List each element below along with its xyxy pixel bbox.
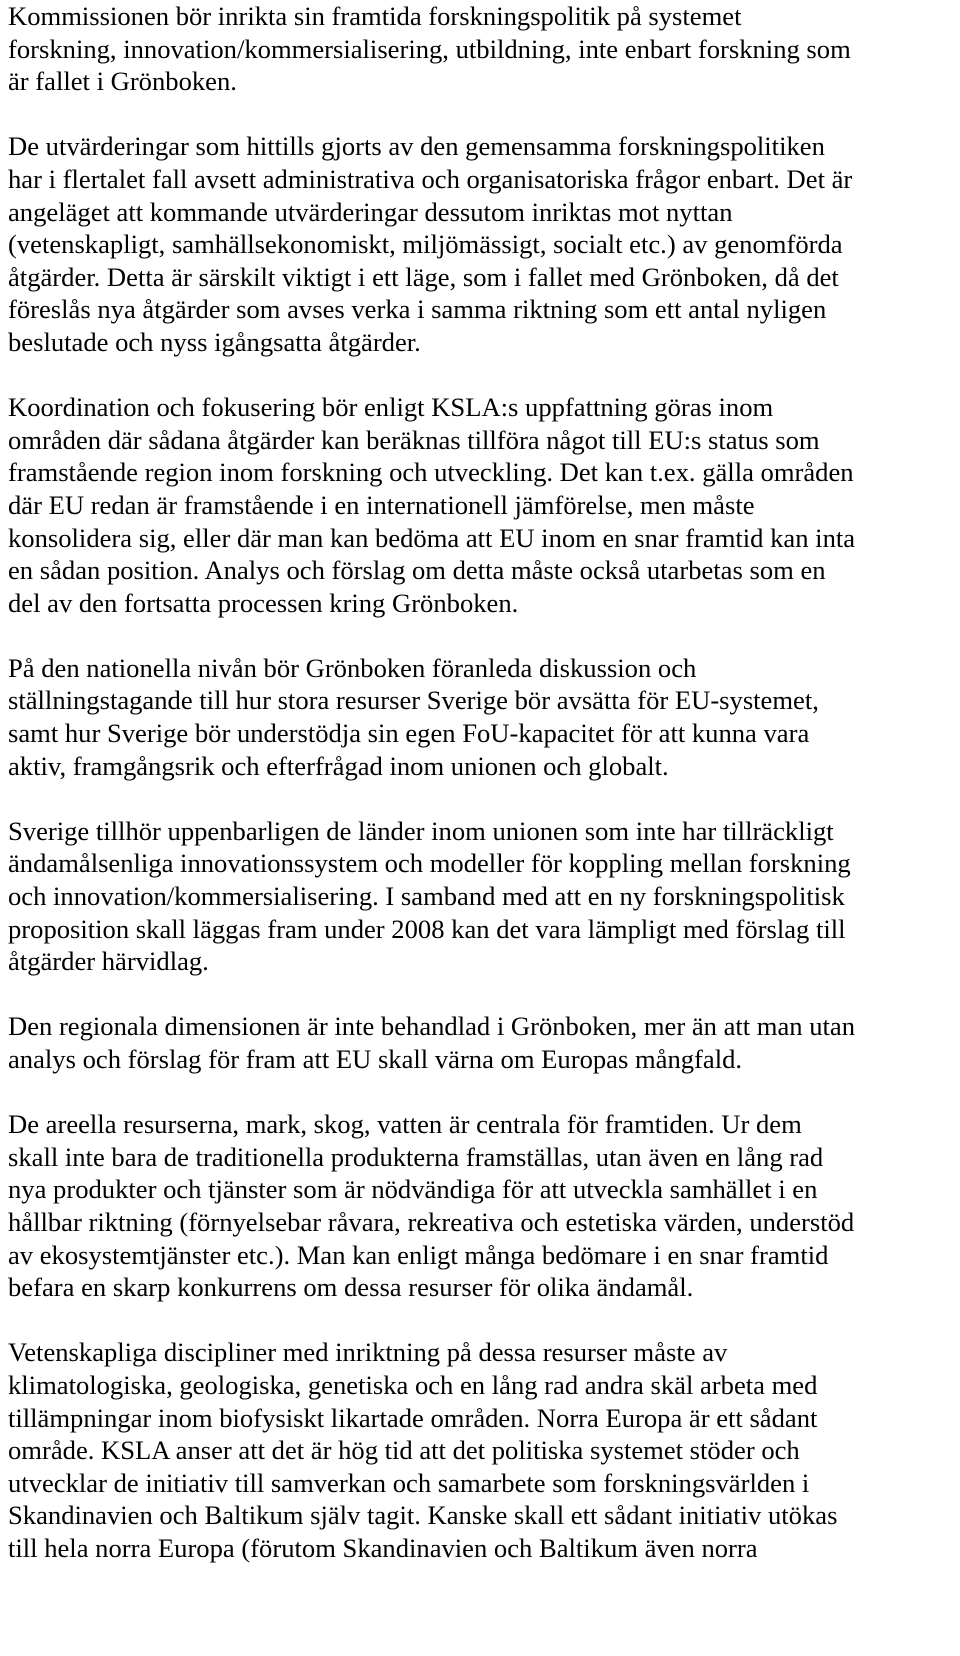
text-line: proposition skall läggas fram under 2008 kan det vara lämpligt med förslag till bbox=[8, 913, 846, 944]
paragraph-evaluations bbox=[8, 130, 960, 358]
text-line: till hela norra Europa (förutom Skandinavien och Baltikum även norra bbox=[8, 1532, 758, 1563]
paragraph-scientific-disciplines bbox=[8, 1336, 960, 1564]
document-body bbox=[8, 0, 960, 1597]
text-line: åtgärder. Detta är särskilt viktigt i ett läge, som i fallet med Grönboken, då det bbox=[8, 261, 839, 292]
text-line: framstående region inom forskning och utveckling. Det kan t.ex. gälla områden bbox=[8, 457, 854, 488]
text-line: åtgärder härvidlag. bbox=[8, 946, 209, 977]
paragraph-coordination bbox=[8, 391, 960, 619]
text-line: ändamålsenliga innovationssystem och modeller för koppling mellan forskning bbox=[8, 848, 851, 879]
text-line: skall inte bara de traditionella produkterna framställas, utan även en lång rad bbox=[8, 1141, 824, 1172]
text-line: är fallet i Grönboken. bbox=[8, 66, 237, 97]
text-line: analys och förslag för fram att EU skall värna om Europas mångfald. bbox=[8, 1044, 743, 1074]
text-line: områden där sådana åtgärder kan beräknas tillföra något till EU:s status som bbox=[8, 424, 820, 455]
text-line: del av den fortsatta processen kring Grönboken. bbox=[8, 587, 519, 618]
text-line: De utvärderingar som hittills gjorts av den gemensamma forskningspolitiken bbox=[8, 131, 825, 162]
text-line: befara en skarp konkurrens om dessa resurser för olika ändamål. bbox=[8, 1272, 694, 1303]
text-line: en sådan position. Analys och förslag om detta måste också utarbetas som en bbox=[8, 555, 826, 586]
text-line: område. KSLA anser att det är hög tid att det politiska systemet stöder och bbox=[8, 1435, 800, 1466]
text-line: Koordination och fokusering bör enligt KSLA:s uppfattning göras inom bbox=[8, 392, 774, 423]
text-line: Skandinavien och Baltikum själv tagit. Kanske skall ett sådant initiativ utökas bbox=[8, 1500, 838, 1531]
text-line: angeläget att kommande utvärderingar dessutom inriktas mot nyttan bbox=[8, 196, 733, 227]
text-line: Den regionala dimensionen är inte behandlad i Grönboken, mer än att man utan bbox=[8, 1011, 856, 1042]
text-line: hållbar riktning (förnyelsebar råvara, rekreativa och estetiska värden, understöd bbox=[8, 1206, 855, 1237]
text-line: De areella resurserna, mark, skog, vatten är centrala för framtiden. Ur dem bbox=[8, 1109, 802, 1140]
text-line: tillämpningar inom biofysiskt likartade områden. Norra Europa är ett sådant bbox=[8, 1402, 818, 1433]
text-line: klimatologiska, geologiska, genetiska och en lång rad andra skäl arbeta med bbox=[8, 1369, 818, 1400]
text-line: beslutade och nyss igångsatta åtgärder. bbox=[8, 326, 421, 357]
text-line: samt hur Sverige bör understödja sin egen FoU-kapacitet för att kunna vara bbox=[8, 718, 810, 749]
paragraph-commission-focus bbox=[8, 0, 960, 98]
text-line: konsolidera sig, eller där man kan bedöma att EU inom en snar framtid kan inta bbox=[8, 522, 856, 553]
text-line: Vetenskapliga discipliner med inriktning på dessa resurser måste av bbox=[8, 1337, 728, 1368]
text-line: ställningstagande till hur stora resurser Sverige bör avsätta för EU-systemet, bbox=[8, 685, 819, 716]
text-line: Sverige tillhör uppenbarligen de länder inom unionen som inte har tillräckligt bbox=[8, 815, 834, 846]
text-line: På den nationella nivån bör Grönboken föranleda diskussion och bbox=[8, 652, 697, 683]
paragraph-national-level bbox=[8, 652, 960, 782]
text-line: aktiv, framgångsrik och efterfrågad inom unionen och globalt. bbox=[8, 750, 669, 781]
text-line: föreslås nya åtgärder som avses verka i samma riktning som ett antal nyligen bbox=[8, 294, 827, 325]
paragraph-regional-dimension bbox=[8, 1010, 960, 1075]
text-line: forskning, innovation/kommersialisering, utbildning, inte enbart forskning som bbox=[8, 33, 851, 64]
text-line: har i flertalet fall avsett administrativa och organisatoriska frågor enbart. Det är bbox=[8, 163, 853, 194]
text-line: av ekosystemtjänster etc.). Man kan enligt många bedömare i en snar framtid bbox=[8, 1239, 829, 1270]
text-line: utvecklar de initiativ till samverkan och samarbete som forskningsvärlden i bbox=[8, 1467, 810, 1498]
text-line: nya produkter och tjänster som är nödvändiga för att utveckla samhället i en bbox=[8, 1174, 818, 1205]
paragraph-innovation-systems bbox=[8, 815, 960, 978]
text-line: där EU redan är framstående i en internationell jämförelse, men måste bbox=[8, 489, 755, 520]
text-line: och innovation/kommersialisering. I samband med att en ny forskningspolitisk bbox=[8, 881, 845, 912]
text-line: Kommissionen bör inrikta sin framtida forskningspolitik på systemet bbox=[8, 1, 742, 31]
paragraph-land-resources bbox=[8, 1108, 960, 1304]
text-line: (vetenskapligt, samhällsekonomiskt, miljömässigt, socialt etc.) av genomförda bbox=[8, 229, 843, 260]
